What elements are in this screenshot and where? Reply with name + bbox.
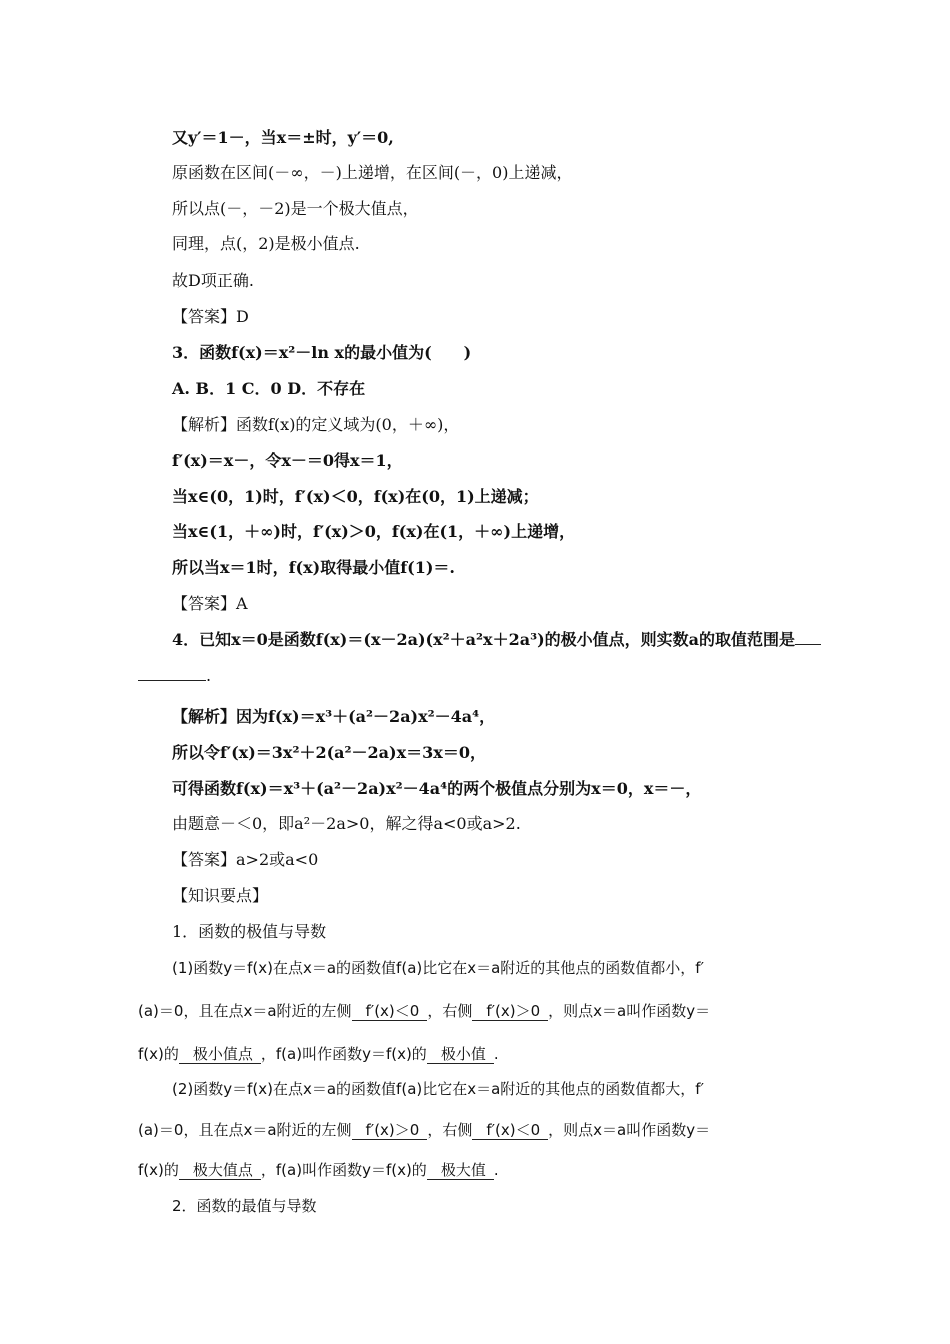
section-heading: 2．函数的最值与导数	[172, 1197, 317, 1215]
fill-blank: 极大值点	[179, 1161, 261, 1180]
text-line: 当x∈(0，1)时，f′(x)＜0，f(x)在(0，1)上递减；	[172, 487, 539, 506]
text-segment: f(x)的	[138, 1045, 179, 1063]
text-segment: (a)＝0，且在点x＝a附近的左侧	[138, 1002, 352, 1020]
answer-label: 【答案】A	[172, 594, 248, 613]
text-line: 所以点(－，－2)是一个极大值点，	[172, 199, 419, 218]
fill-blank: f′(x)＞0	[472, 1002, 548, 1021]
text-line: (2)函数y＝f(x)在点x＝a的函数值f(a)比它在x＝a附近的其他点的函数值都大，f′	[172, 1080, 704, 1098]
fill-blank: f′(x)＜0	[472, 1121, 548, 1140]
answer-blank	[138, 666, 206, 681]
fill-blank: f′(x)＜0	[352, 1002, 428, 1021]
fill-blank: 极大值	[427, 1161, 494, 1180]
fill-blank: 极小值	[427, 1045, 494, 1064]
text-segment: f(x)的	[138, 1161, 179, 1179]
answer-label: 【答案】D	[172, 307, 249, 326]
text-segment: (a)＝0，且在点x＝a附近的左侧	[138, 1121, 352, 1139]
text-line: f′(x)＝x－，令x－＝0得x＝1，	[172, 451, 403, 470]
text-line: 故D项正确.	[172, 271, 254, 290]
answer-blank	[795, 630, 821, 645]
text-line	[138, 1000, 710, 1022]
text-segment: ，则点x＝a叫作函数y＝	[548, 1002, 711, 1020]
text-line: 所以令f′(x)＝3x²＋2(a²－2a)x＝3x＝0，	[172, 743, 486, 762]
answer-label: 【答案】a>2或a<0	[172, 850, 319, 869]
text-line: 又y′＝1－，当x＝±时，y′＝0,	[172, 128, 394, 147]
text-line: 当x∈(1，＋∞)时，f′(x)＞0，f(x)在(1，＋∞)上递增，	[172, 522, 576, 541]
text-line: 原函数在区间(－∞，－)上递增，在区间(－，0)上递减，	[172, 163, 573, 182]
question-4	[172, 629, 821, 651]
text-segment: ，f(a)叫作函数y＝f(x)的	[260, 1045, 427, 1063]
text-line	[138, 1119, 710, 1141]
text-segment: ，右侧	[427, 1002, 473, 1020]
text-line: 同理，点(，2)是极小值点.	[172, 234, 360, 253]
text-segment: ，则点x＝a叫作函数y＝	[548, 1121, 711, 1139]
section-heading: 【知识要点】	[172, 886, 269, 905]
fill-blank: f′(x)＞0	[352, 1121, 428, 1140]
text-line: 【解析】函数f(x)的定义域为(0，＋∞)，	[172, 415, 460, 434]
text-line: 由题意－＜0，即a²－2a>0，解之得a<0或a>2.	[172, 814, 521, 833]
section-heading: 1．函数的极值与导数	[172, 922, 327, 941]
text-line: (1)函数y＝f(x)在点x＝a的函数值f(a)比它在x＝a附近的其他点的函数值都小，f′	[172, 959, 704, 977]
text-segment: ，右侧	[427, 1121, 473, 1139]
text-line	[138, 1159, 499, 1181]
text-segment: .	[493, 1045, 499, 1063]
text-line: 【解析】因为f(x)＝x³＋(a²－2a)x²－4a⁴，	[172, 707, 496, 726]
text-segment: ，f(a)叫作函数y＝f(x)的	[260, 1161, 427, 1179]
text-line	[138, 1043, 499, 1065]
question-3: 3．函数f(x)＝x²－ln x的最小值为( )	[172, 343, 472, 362]
question-3-options: A. B．1 C．0 D．不存在	[172, 379, 366, 398]
fill-blank: 极小值点	[179, 1045, 261, 1064]
text-line: .	[138, 665, 211, 687]
text-segment: .	[493, 1161, 499, 1179]
text-line: 所以当x＝1时，f(x)取得最小值f(1)＝.	[172, 558, 455, 577]
question-4-text: 4．已知x＝0是函数f(x)＝(x－2a)(x²＋a²x＋2a³)的极小值点，则实数a的取值范围是	[172, 630, 796, 649]
text-line: 可得函数f(x)＝x³＋(a²－2a)x²－4a⁴的两个极值点分别为x＝0，x＝－，	[172, 779, 702, 798]
